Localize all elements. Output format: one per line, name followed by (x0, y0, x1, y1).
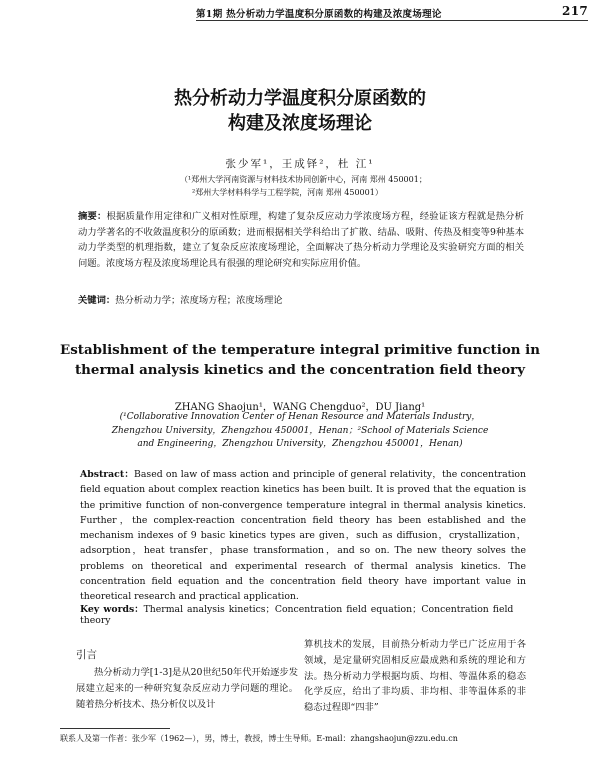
affiliation-en-line1: (¹Collaborative Innovation Center of Henan Resource and Materials Industry， (119, 412, 481, 422)
abstract-cn-text: 根据质量作用定律和广义相对性原理，构建了复杂反应动力学浓度场方程，经验证该方程就是热分析动力学著名的不收敛温度积分的原函数；进而根据相关学科给出了扩散、结晶、吸附、传热及相变等9种基本动力学类型的机理指数，建立了复杂反应浓度场理论，全面解决了热分析动力学理论及实验研究方面的相关问题。浓度场方程及浓度场理论具有很强的理论研究和实际应用价值。 (78, 211, 524, 269)
title-cn-line1: 热分析动力学温度积分原函数的 (174, 88, 426, 109)
keywords-cn-label: 关键词： (78, 295, 116, 306)
abstract-en-label: Abstract： (80, 469, 135, 480)
abstract-cn (78, 209, 524, 271)
keywords-cn (78, 292, 524, 306)
abstract-en (80, 467, 526, 605)
footnote-rule (60, 728, 170, 729)
section-heading-intro: 引言 (76, 649, 97, 661)
footnote: 联系人及第一作者：张少军（1962—），男，博士，教授，博士生导师。E-mail：zhangshaojun@zzu.edu.cn (60, 734, 458, 743)
body-left-column (76, 665, 298, 712)
keywords-en (80, 601, 526, 626)
affiliation-en-line3: and Engineering，Zhengzhou University，Zhengzhou 450001，Henan) (137, 439, 463, 449)
affiliation-en (100, 411, 500, 452)
keywords-en-label: Key words： (80, 604, 144, 615)
body-left-text: 热分析动力学[1-3]是从20世纪50年代开始逐步发展建立起来的一种研究复杂反应动力学问题的理论。随着热分析技术、热分析仪以及计 (76, 667, 298, 710)
title-en (0, 340, 600, 380)
title-cn-line2: 构建及浓度场理论 (228, 113, 372, 134)
title-en-line1: Establishment of the temperature integral primitive function in (60, 342, 540, 358)
abstract-cn-label: 摘要： (78, 211, 107, 222)
authors-cn: 张少军¹，王成铎²，杜 江¹ (225, 158, 375, 170)
body-right-column: 算机技术的发展，目前热分析动力学已广泛应用于各领域，是定量研究固相反应最成熟和系统的理论和方法。热分析动力学根据均质、均相、等温体系的稳态化学反应，给出了非均质、非均相、非等温体系的非稳态过程即“四非” (304, 639, 526, 714)
affiliation-cn-2: ²郑州大学材料科学与工程学院，河南 郑州 450001） (192, 188, 383, 197)
authors-en: ZHANG Shaojun¹，WANG Chengduo²，DU Jiang¹ (174, 402, 426, 413)
abstract-en-text: Based on law of mass action and principle of general relativity，the concentration field equation about complex reaction kinetics has been built. It is proved that the equation is the primitive function of non-convergence temperature integral in thermal analysis kinetics. Further，the complex-reaction concentration field theory has been established and the mechanism indexes of 9 basic kinetics types are given，such as diffusion，crystallization，adsorption，heat transfer，phase transformation，and so on. The new theory solves the problems on theoretical and experimental research of thermal analysis kinetics. The concentration field equation and the concentration field theory have important value in theoretical research and practical application. (80, 469, 527, 603)
running-head-text: 第1期 热分析动力学温度积分原函数的构建及浓度场理论 (196, 9, 442, 20)
keywords-cn-text: 热分析动力学；浓度场方程；浓度场理论 (115, 295, 283, 306)
affiliation-cn-1: （¹郑州大学河南资源与材料技术协同创新中心，河南 郑州 450001； (180, 175, 427, 184)
affiliation-en-line2: Zhengzhou University，Zhengzhou 450001，Henan；²School of Materials Science (111, 425, 489, 436)
keywords-en-text: Thermal analysis kinetics；Concentration field equation；Concentration field theory (80, 604, 514, 626)
title-en-line2: thermal analysis kinetics and the concentration field theory (75, 362, 525, 378)
page-number: 217 (562, 6, 588, 18)
title-cn (0, 86, 600, 136)
running-head (196, 6, 588, 21)
